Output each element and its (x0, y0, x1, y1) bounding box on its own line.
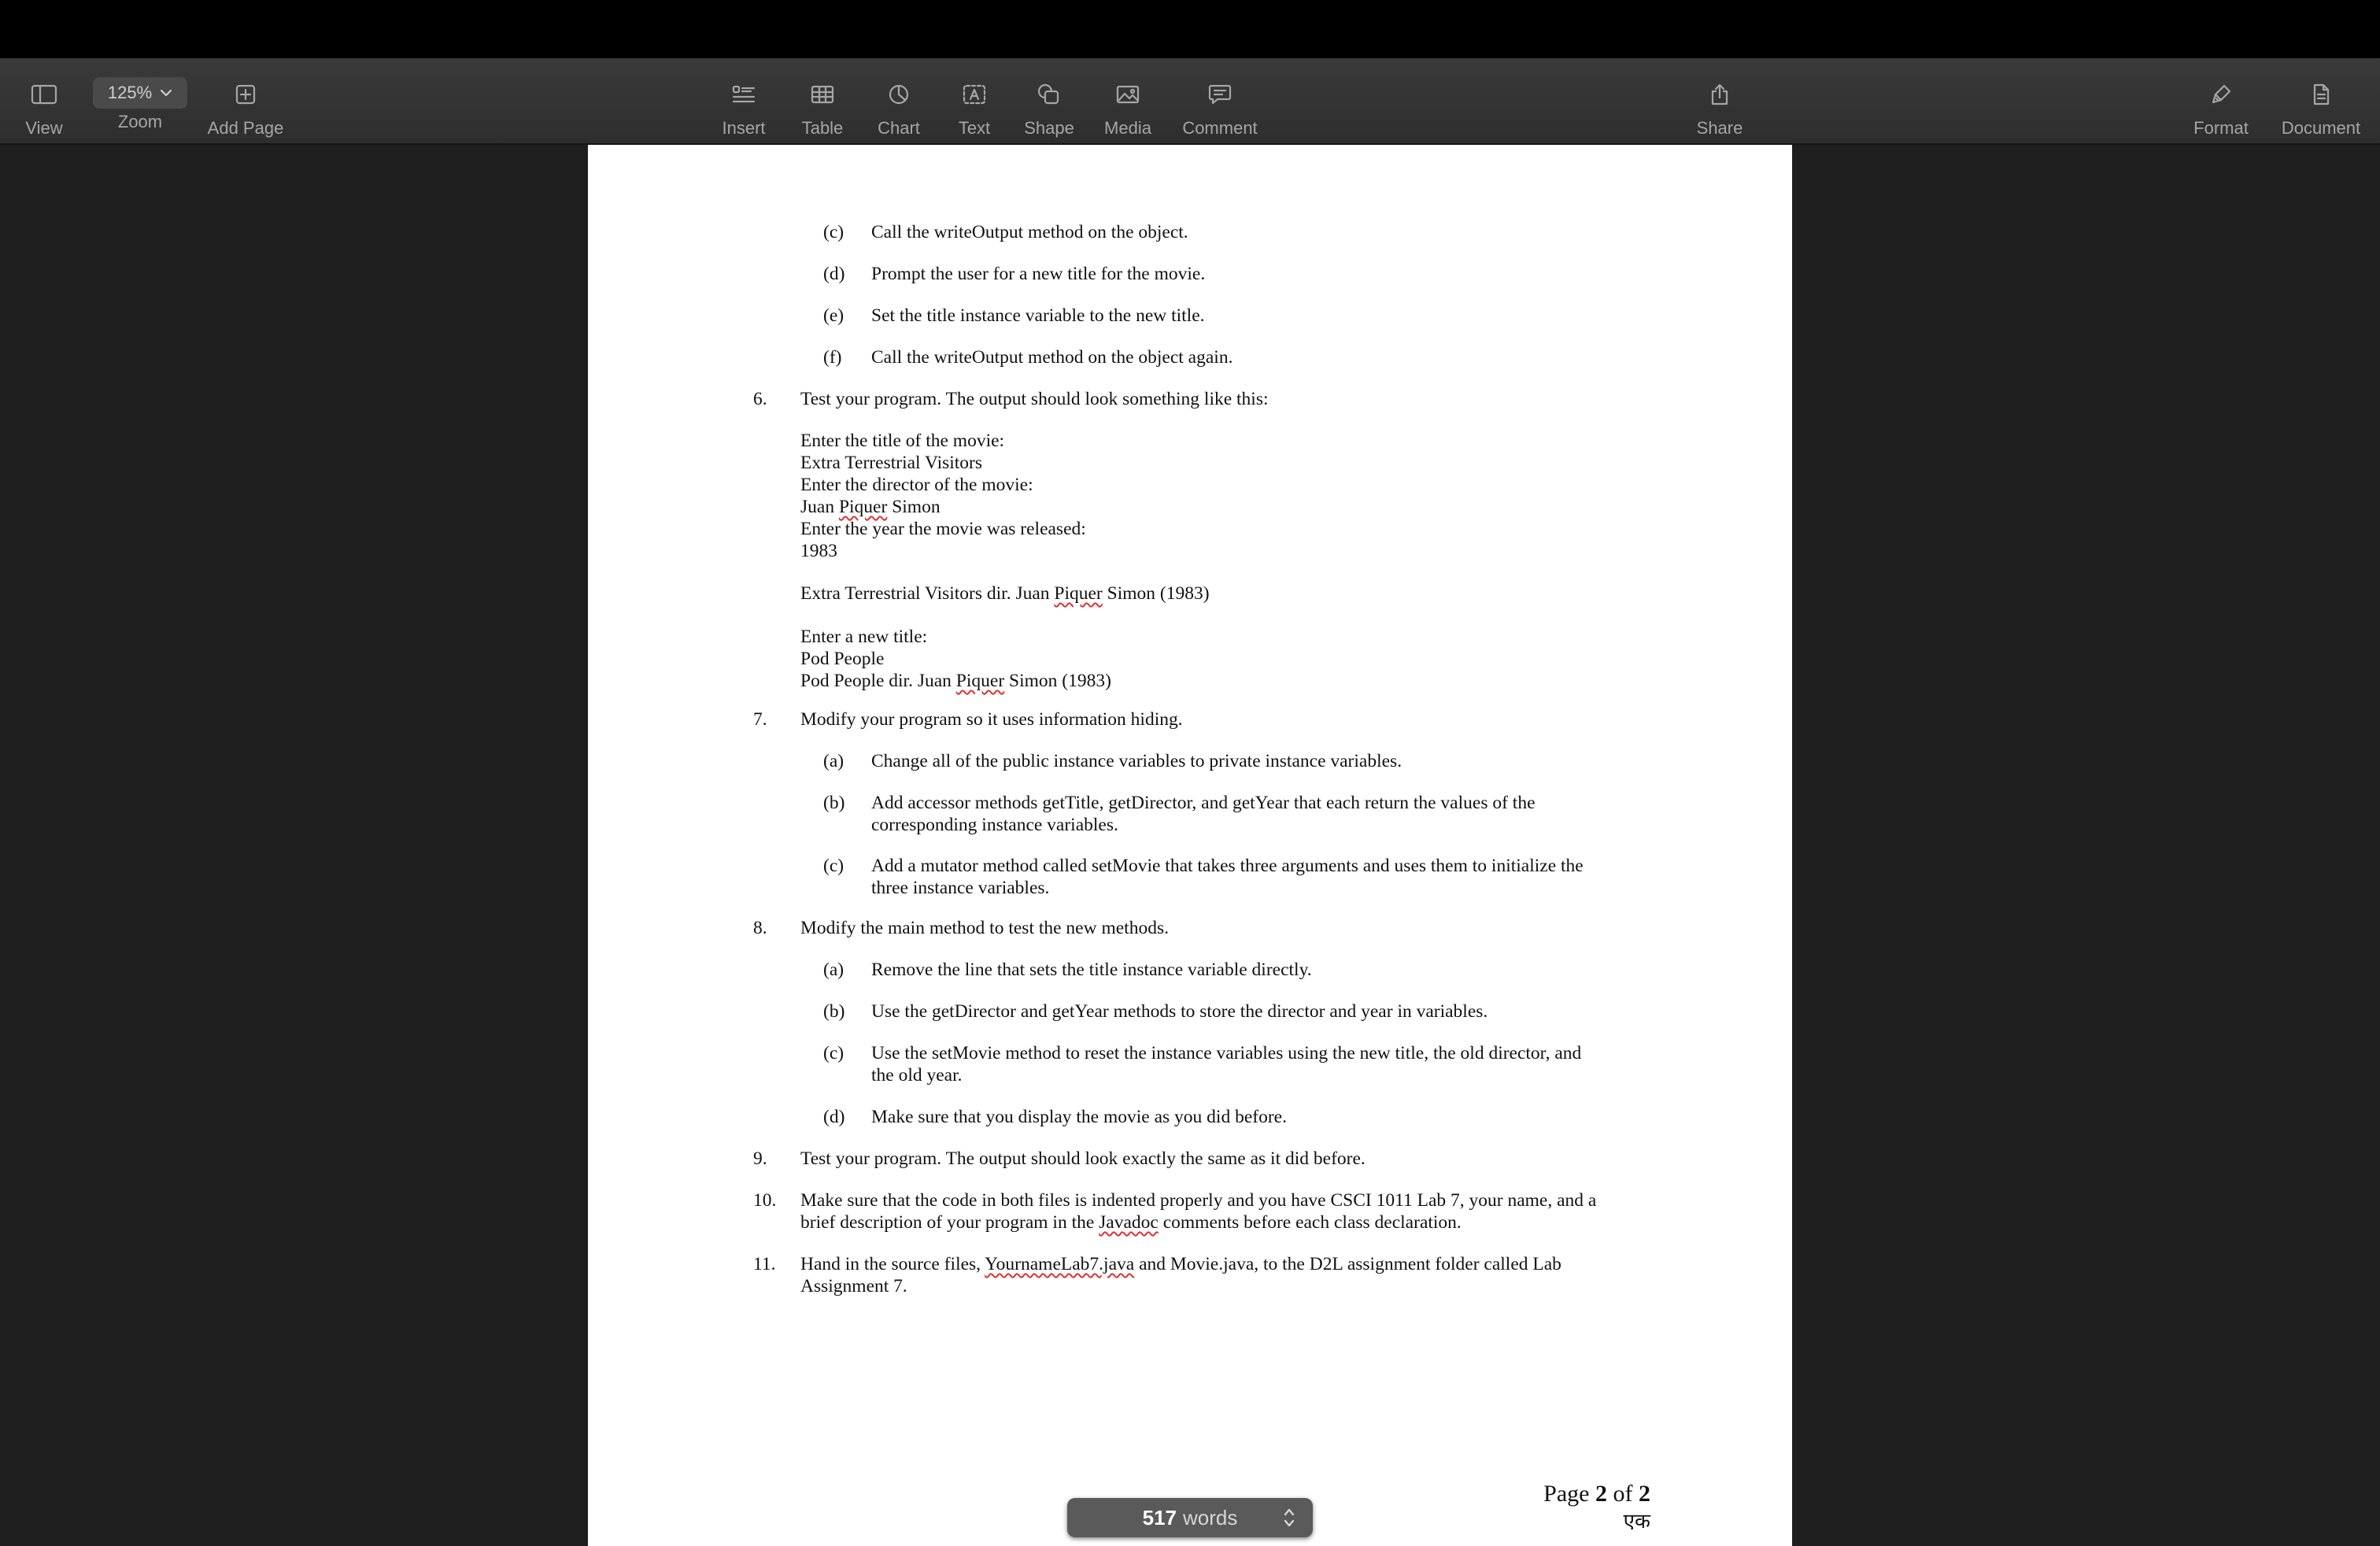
list-item-text: three instance variables. (871, 878, 1050, 898)
chart-label: Chart (878, 118, 920, 138)
sidebar-icon (31, 84, 57, 105)
insert-button[interactable] (712, 58, 775, 143)
list-number: 6. (753, 389, 767, 409)
list-item-text: Test your program. The output should look exactly the same as it did before. (800, 1148, 1366, 1169)
output-line: Enter a new title: (800, 627, 928, 647)
list-item-text: Prompt the user for a new title for the movie. (871, 264, 1206, 284)
table-label: Table (801, 118, 844, 138)
list-marker: (e) (823, 305, 844, 326)
output-line: Extra Terrestrial Visitors dir. Juan Piquer Simon (1983) (800, 583, 1210, 604)
insert-list-icon (732, 84, 756, 105)
list-item-text: Change all of the public instance variables to private instance variables. (871, 751, 1402, 771)
document-icon (2312, 83, 2330, 105)
media-label: Media (1104, 118, 1151, 138)
output-line: Enter the title of the movie: (800, 431, 1005, 451)
word-count-pill[interactable] (1067, 1498, 1313, 1537)
comment-bubble-icon (1208, 83, 1232, 105)
spelling-error[interactable]: YournameLab7.java (985, 1254, 1135, 1274)
document-page[interactable] (588, 145, 1792, 1546)
shape-icon (1037, 83, 1061, 105)
media-button[interactable] (1096, 58, 1159, 143)
list-marker: (d) (823, 264, 845, 284)
list-item-text: Call the writeOutput method on the object again. (871, 347, 1233, 368)
output-line: Enter the year the movie was released: (800, 519, 1086, 539)
list-number: 10. (753, 1190, 777, 1211)
list-item-text: Use the getDirector and getYear methods to store the director and year in variables. (871, 1001, 1488, 1022)
list-item-text: Remove the line that sets the title instance variable directly. (871, 960, 1312, 980)
spelling-error[interactable]: Piquer (838, 497, 888, 517)
output-line: Pod People dir. Juan Piquer Simon (1983) (800, 671, 1111, 691)
output-line: Enter the director of the movie: (800, 475, 1033, 495)
document-canvas[interactable] (0, 145, 2380, 1546)
comment-button[interactable] (1177, 58, 1263, 143)
share-label: Share (1696, 118, 1743, 138)
list-item-text: Set the title instance variable to the new title. (871, 305, 1205, 326)
list-marker: (c) (823, 1043, 844, 1063)
format-button[interactable] (2186, 58, 2256, 143)
list-item-text: Add a mutator method called setMovie that takes three arguments and uses them to initialize the (871, 856, 1584, 876)
list-marker: (f) (823, 347, 842, 368)
list-item-text: brief description of your program in the Javadoc comments before each class declaration. (800, 1212, 1462, 1233)
page-number-footer: Page 2 of 2 (1543, 1481, 1650, 1507)
list-marker: (d) (823, 1107, 845, 1127)
list-marker: (c) (823, 856, 844, 876)
document-button[interactable] (2272, 58, 2370, 143)
zoom-control[interactable] (91, 58, 189, 143)
list-item-text: Make sure that you display the movie as you did before. (871, 1107, 1287, 1127)
add-page-label: Add Page (207, 118, 284, 138)
list-marker: (c) (823, 222, 844, 242)
view-button[interactable] (13, 58, 76, 143)
list-item-text: corresponding instance variables. (871, 815, 1118, 835)
list-number: 8. (753, 918, 767, 938)
chevron-down-icon (160, 89, 172, 97)
word-count-value: 517 (1142, 1505, 1177, 1529)
list-item-text: Test your program. The output should look something like this: (800, 389, 1269, 409)
paintbrush-icon (2210, 83, 2232, 105)
list-item-text: Call the writeOutput method on the object. (871, 222, 1188, 242)
output-line: Pod People (800, 649, 885, 669)
word-count-label: words (1183, 1505, 1238, 1529)
photo-icon (1116, 84, 1140, 105)
toolbar (0, 58, 2380, 145)
zoom-value: 125% (107, 83, 153, 102)
view-label: View (25, 118, 63, 138)
list-marker: (a) (823, 960, 844, 980)
output-line: Juan Piquer Simon (800, 497, 941, 517)
comment-label: Comment (1182, 118, 1258, 138)
list-marker: (a) (823, 751, 844, 771)
share-icon (1709, 83, 1730, 106)
shape-button[interactable] (1018, 58, 1081, 143)
list-item-text: Use the setMovie method to reset the instance variables using the new title, the old director, and (871, 1043, 1582, 1063)
footer-text: एक (1623, 1510, 1650, 1533)
list-item-text: Hand in the source files, YournameLab7.java and Movie.java, to the D2L assignment folder called Lab (800, 1254, 1561, 1274)
up-down-chevron-icon (1283, 1507, 1295, 1529)
add-page-button[interactable] (201, 58, 290, 143)
list-number: 11. (753, 1254, 776, 1274)
output-line: Extra Terrestrial Visitors (800, 453, 983, 473)
list-item-text: Modify your program so it uses information hiding. (800, 709, 1183, 730)
text-button[interactable] (943, 58, 1006, 143)
list-item-text: the old year. (871, 1065, 963, 1086)
list-number: 7. (753, 709, 767, 730)
list-marker: (b) (823, 1001, 845, 1022)
shape-label: Shape (1024, 118, 1074, 138)
share-button[interactable] (1688, 58, 1751, 143)
list-item-text: Assignment 7. (800, 1276, 907, 1296)
window-title-bar (0, 0, 2380, 58)
format-label: Format (2193, 118, 2249, 138)
text-label: Text (958, 118, 991, 138)
chart-button[interactable] (867, 58, 930, 143)
list-marker: (b) (823, 793, 845, 813)
chart-pie-icon (888, 83, 910, 105)
table-icon (811, 84, 834, 105)
list-item-text: Make sure that the code in both files is indented properly and you have CSCI 1011 Lab 7, your name, and a (800, 1190, 1597, 1211)
document-label: Document (2281, 118, 2361, 138)
spelling-error[interactable]: Piquer (1054, 583, 1103, 604)
list-item-text: Add accessor methods getTitle, getDirector, and getYear that each return the values of the (871, 793, 1536, 813)
insert-label: Insert (722, 118, 766, 138)
spelling-error[interactable]: Javadoc (1099, 1212, 1159, 1233)
spelling-error[interactable]: Piquer (955, 671, 1005, 691)
zoom-dropdown[interactable] (93, 77, 187, 109)
list-item-text: Modify the main method to test the new methods. (800, 918, 1169, 938)
table-button[interactable] (791, 58, 854, 143)
zoom-label: Zoom (117, 112, 163, 131)
add-page-icon (235, 84, 256, 105)
text-box-icon (963, 84, 986, 105)
output-line: 1983 (800, 541, 837, 561)
list-number: 9. (753, 1148, 767, 1169)
